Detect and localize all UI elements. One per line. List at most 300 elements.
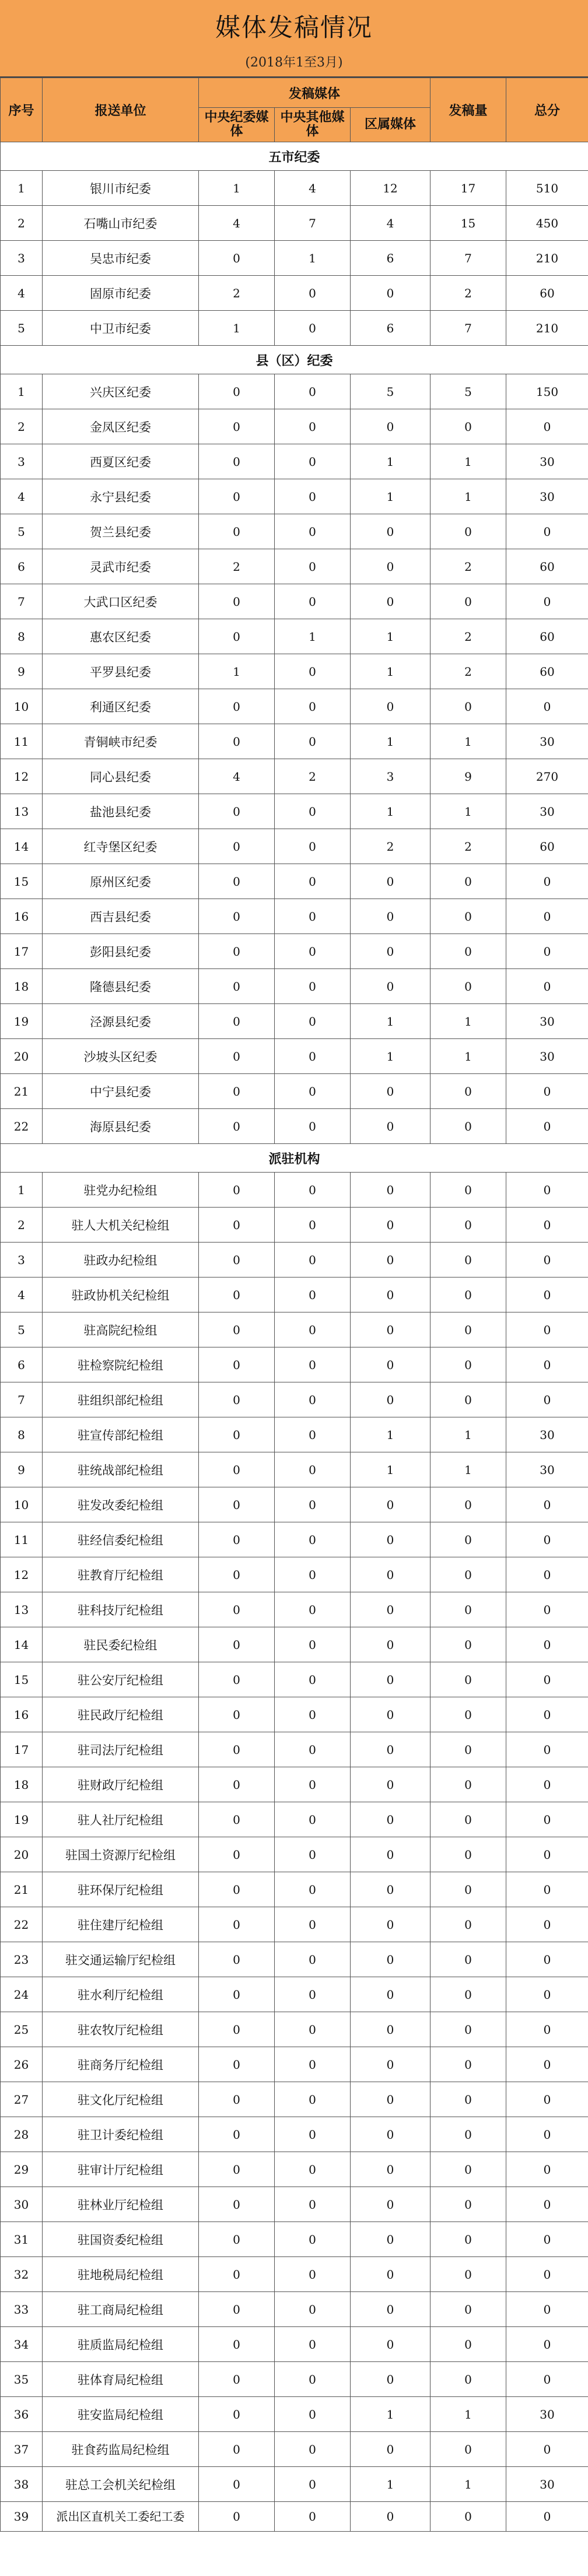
central-other-count: 2 xyxy=(275,759,351,794)
table-row xyxy=(1,794,588,829)
table-row xyxy=(1,1312,588,1347)
table-row xyxy=(1,619,588,654)
total-count: 0 xyxy=(430,1382,506,1417)
unit-name: 驻政办纪检组 xyxy=(43,1243,199,1278)
row-number: 6 xyxy=(1,1347,43,1382)
row-number: 6 xyxy=(1,549,43,584)
media-table xyxy=(0,78,588,2532)
unit-name: 驻地税局纪检组 xyxy=(43,2257,199,2292)
table-row xyxy=(1,969,588,1004)
col-header-no: 序号 xyxy=(1,78,43,142)
row-number: 9 xyxy=(1,654,43,689)
central-jiwei-count: 0 xyxy=(199,689,275,724)
table-row xyxy=(1,1208,588,1243)
unit-name: 驻国资委纪检组 xyxy=(43,2222,199,2257)
central-other-count: 0 xyxy=(275,1109,351,1144)
central-other-count: 0 xyxy=(275,2047,351,2082)
central-other-count: 0 xyxy=(275,276,351,311)
table-row xyxy=(1,2082,588,2117)
total-score: 60 xyxy=(506,829,588,864)
regional-count: 0 xyxy=(351,1243,430,1278)
regional-count: 0 xyxy=(351,584,430,619)
regional-count: 0 xyxy=(351,2327,430,2362)
central-other-count: 0 xyxy=(275,444,351,479)
regional-count: 4 xyxy=(351,206,430,241)
regional-count: 1 xyxy=(351,444,430,479)
unit-name: 原州区纪委 xyxy=(43,864,199,899)
table-row xyxy=(1,1109,588,1144)
central-jiwei-count: 0 xyxy=(199,1312,275,1347)
row-number: 7 xyxy=(1,1382,43,1417)
central-jiwei-count: 0 xyxy=(199,2397,275,2432)
section-header-row xyxy=(1,1144,588,1173)
total-count: 1 xyxy=(430,479,506,514)
total-score: 60 xyxy=(506,549,588,584)
total-score: 510 xyxy=(506,171,588,206)
total-count: 0 xyxy=(430,2257,506,2292)
regional-count: 0 xyxy=(351,2362,430,2397)
total-count: 0 xyxy=(430,2082,506,2117)
row-number: 18 xyxy=(1,969,43,1004)
central-other-count: 0 xyxy=(275,2187,351,2222)
row-number: 8 xyxy=(1,619,43,654)
central-jiwei-count: 0 xyxy=(199,2117,275,2152)
unit-name: 贺兰县纪委 xyxy=(43,514,199,549)
table-row xyxy=(1,1452,588,1487)
total-score: 30 xyxy=(506,1004,588,1039)
central-jiwei-count: 0 xyxy=(199,1109,275,1144)
total-count: 17 xyxy=(430,171,506,206)
total-score: 0 xyxy=(506,1592,588,1627)
table-row xyxy=(1,2327,588,2362)
unit-name: 驻林业厅纪检组 xyxy=(43,2187,199,2222)
table-row xyxy=(1,2257,588,2292)
regional-count: 0 xyxy=(351,1382,430,1417)
central-jiwei-count: 2 xyxy=(199,549,275,584)
central-other-count: 0 xyxy=(275,1697,351,1732)
col-header-score: 总分 xyxy=(506,78,588,142)
unit-name: 驻宣传部纪检组 xyxy=(43,1417,199,1452)
row-number: 36 xyxy=(1,2397,43,2432)
regional-count: 0 xyxy=(351,1347,430,1382)
central-jiwei-count: 0 xyxy=(199,1732,275,1767)
unit-name: 兴庆区纪委 xyxy=(43,374,199,409)
total-count: 1 xyxy=(430,724,506,759)
regional-count: 0 xyxy=(351,934,430,969)
central-jiwei-count: 0 xyxy=(199,1627,275,1662)
total-score: 0 xyxy=(506,1942,588,1977)
table-row xyxy=(1,1382,588,1417)
central-jiwei-count: 0 xyxy=(199,1173,275,1208)
regional-count: 12 xyxy=(351,171,430,206)
central-jiwei-count: 0 xyxy=(199,241,275,276)
unit-name: 驻国土资源厅纪检组 xyxy=(43,1837,199,1872)
regional-count: 1 xyxy=(351,1039,430,1074)
central-jiwei-count: 0 xyxy=(199,1697,275,1732)
table-row xyxy=(1,1627,588,1662)
unit-name: 利通区纪委 xyxy=(43,689,199,724)
row-number: 14 xyxy=(1,829,43,864)
central-jiwei-count: 0 xyxy=(199,1243,275,1278)
row-number: 17 xyxy=(1,1732,43,1767)
regional-count: 3 xyxy=(351,759,430,794)
total-score: 210 xyxy=(506,241,588,276)
regional-count: 0 xyxy=(351,969,430,1004)
unit-name: 驻工商局纪检组 xyxy=(43,2292,199,2327)
unit-name: 彭阳县纪委 xyxy=(43,934,199,969)
row-number: 10 xyxy=(1,1487,43,1522)
central-jiwei-count: 0 xyxy=(199,969,275,1004)
regional-count: 0 xyxy=(351,2152,430,2187)
central-other-count: 0 xyxy=(275,1074,351,1109)
row-number: 19 xyxy=(1,1004,43,1039)
row-number: 15 xyxy=(1,1662,43,1697)
table-row xyxy=(1,444,588,479)
regional-count: 0 xyxy=(351,1208,430,1243)
regional-count: 0 xyxy=(351,514,430,549)
total-count: 0 xyxy=(430,1942,506,1977)
total-count: 0 xyxy=(430,2117,506,2152)
table-row xyxy=(1,1173,588,1208)
unit-name: 驻发改委纪检组 xyxy=(43,1487,199,1522)
regional-count: 0 xyxy=(351,1592,430,1627)
regional-count: 0 xyxy=(351,1907,430,1942)
regional-count: 2 xyxy=(351,829,430,864)
total-score: 0 xyxy=(506,2292,588,2327)
total-score: 0 xyxy=(506,2222,588,2257)
total-count: 1 xyxy=(430,1417,506,1452)
table-row xyxy=(1,2117,588,2152)
table-row xyxy=(1,241,588,276)
total-count: 0 xyxy=(430,2292,506,2327)
unit-name: 驻民委纪检组 xyxy=(43,1627,199,1662)
total-count: 0 xyxy=(430,1697,506,1732)
central-jiwei-count: 0 xyxy=(199,1487,275,1522)
col-header-central-jiwei: 中央纪委媒体 xyxy=(199,108,275,142)
total-score: 30 xyxy=(506,1417,588,1452)
total-count: 0 xyxy=(430,1347,506,1382)
total-count: 0 xyxy=(430,934,506,969)
title-banner xyxy=(0,0,588,78)
table-row xyxy=(1,1487,588,1522)
regional-count: 0 xyxy=(351,1312,430,1347)
unit-name: 驻文化厅纪检组 xyxy=(43,2082,199,2117)
central-other-count: 0 xyxy=(275,374,351,409)
row-number: 39 xyxy=(1,2502,43,2532)
header-row-1 xyxy=(1,78,588,108)
regional-count: 0 xyxy=(351,1662,430,1697)
table-row xyxy=(1,206,588,241)
central-other-count: 0 xyxy=(275,1977,351,2012)
table-row xyxy=(1,1872,588,1907)
total-score: 0 xyxy=(506,514,588,549)
unit-name: 大武口区纪委 xyxy=(43,584,199,619)
unit-name: 吴忠市纪委 xyxy=(43,241,199,276)
central-other-count: 0 xyxy=(275,689,351,724)
table-row xyxy=(1,1039,588,1074)
total-count: 0 xyxy=(430,1312,506,1347)
table-row xyxy=(1,2432,588,2467)
regional-count: 1 xyxy=(351,619,430,654)
unit-name: 驻检察院纪检组 xyxy=(43,1347,199,1382)
central-other-count: 0 xyxy=(275,514,351,549)
total-score: 0 xyxy=(506,899,588,934)
total-score: 0 xyxy=(506,1347,588,1382)
central-other-count: 0 xyxy=(275,2467,351,2502)
total-score: 0 xyxy=(506,1872,588,1907)
central-jiwei-count: 0 xyxy=(199,1039,275,1074)
row-number: 10 xyxy=(1,689,43,724)
unit-name: 中卫市纪委 xyxy=(43,311,199,346)
total-score: 0 xyxy=(506,2117,588,2152)
total-score: 60 xyxy=(506,276,588,311)
row-number: 21 xyxy=(1,1872,43,1907)
total-score: 0 xyxy=(506,1487,588,1522)
total-count: 0 xyxy=(430,2327,506,2362)
table-row xyxy=(1,514,588,549)
unit-name: 派出区直机关工委纪工委 xyxy=(43,2502,199,2532)
central-jiwei-count: 1 xyxy=(199,311,275,346)
total-score: 270 xyxy=(506,759,588,794)
central-jiwei-count: 0 xyxy=(199,2187,275,2222)
central-other-count: 0 xyxy=(275,1278,351,1312)
row-number: 3 xyxy=(1,1243,43,1278)
total-score: 30 xyxy=(506,444,588,479)
total-score: 0 xyxy=(506,689,588,724)
total-count: 0 xyxy=(430,1487,506,1522)
unit-name: 驻卫计委纪检组 xyxy=(43,2117,199,2152)
total-count: 0 xyxy=(430,514,506,549)
central-other-count: 0 xyxy=(275,1522,351,1557)
unit-name: 西吉县纪委 xyxy=(43,899,199,934)
central-jiwei-count: 0 xyxy=(199,479,275,514)
central-jiwei-count: 0 xyxy=(199,899,275,934)
central-jiwei-count: 0 xyxy=(199,1347,275,1382)
total-count: 0 xyxy=(430,864,506,899)
table-row xyxy=(1,829,588,864)
central-other-count: 0 xyxy=(275,1662,351,1697)
total-score: 0 xyxy=(506,934,588,969)
unit-name: 驻商务厅纪检组 xyxy=(43,2047,199,2082)
total-count: 15 xyxy=(430,206,506,241)
central-other-count: 0 xyxy=(275,1802,351,1837)
col-header-unit: 报送单位 xyxy=(43,78,199,142)
table-row xyxy=(1,1592,588,1627)
row-number: 17 xyxy=(1,934,43,969)
central-jiwei-count: 0 xyxy=(199,1417,275,1452)
section-title: 县（区）纪委 xyxy=(1,346,588,374)
total-score: 0 xyxy=(506,1907,588,1942)
total-score: 30 xyxy=(506,2397,588,2432)
central-other-count: 0 xyxy=(275,584,351,619)
regional-count: 0 xyxy=(351,1487,430,1522)
total-count: 0 xyxy=(430,2432,506,2467)
unit-name: 红寺堡区纪委 xyxy=(43,829,199,864)
regional-count: 0 xyxy=(351,1074,430,1109)
total-count: 0 xyxy=(430,584,506,619)
central-other-count: 0 xyxy=(275,2397,351,2432)
central-jiwei-count: 0 xyxy=(199,1278,275,1312)
total-count: 0 xyxy=(430,2222,506,2257)
total-score: 0 xyxy=(506,1208,588,1243)
central-jiwei-count: 0 xyxy=(199,2047,275,2082)
table-row xyxy=(1,2152,588,2187)
table-row xyxy=(1,1522,588,1557)
total-score: 30 xyxy=(506,724,588,759)
central-other-count: 0 xyxy=(275,1173,351,1208)
total-count: 2 xyxy=(430,829,506,864)
total-count: 1 xyxy=(430,1452,506,1487)
table-row xyxy=(1,1837,588,1872)
table-row xyxy=(1,864,588,899)
unit-name: 同心县纪委 xyxy=(43,759,199,794)
central-other-count: 0 xyxy=(275,2292,351,2327)
total-score: 0 xyxy=(506,1627,588,1662)
total-score: 0 xyxy=(506,1109,588,1144)
central-other-count: 0 xyxy=(275,1557,351,1592)
row-number: 9 xyxy=(1,1452,43,1487)
central-jiwei-count: 0 xyxy=(199,2257,275,2292)
central-other-count: 0 xyxy=(275,409,351,444)
table-row xyxy=(1,1004,588,1039)
central-jiwei-count: 0 xyxy=(199,724,275,759)
total-score: 0 xyxy=(506,2432,588,2467)
regional-count: 0 xyxy=(351,276,430,311)
row-number: 1 xyxy=(1,374,43,409)
row-number: 3 xyxy=(1,241,43,276)
regional-count: 0 xyxy=(351,1109,430,1144)
row-number: 33 xyxy=(1,2292,43,2327)
table-row xyxy=(1,1417,588,1452)
unit-name: 驻交通运输厅纪检组 xyxy=(43,1942,199,1977)
total-count: 5 xyxy=(430,374,506,409)
central-jiwei-count: 0 xyxy=(199,864,275,899)
regional-count: 0 xyxy=(351,2012,430,2047)
central-other-count: 0 xyxy=(275,864,351,899)
unit-name: 泾源县纪委 xyxy=(43,1004,199,1039)
table-row xyxy=(1,1767,588,1802)
central-other-count: 0 xyxy=(275,1767,351,1802)
central-jiwei-count: 0 xyxy=(199,1004,275,1039)
total-count: 0 xyxy=(430,1592,506,1627)
table-row xyxy=(1,276,588,311)
total-score: 0 xyxy=(506,1173,588,1208)
regional-count: 1 xyxy=(351,724,430,759)
table-row xyxy=(1,1942,588,1977)
row-number: 5 xyxy=(1,311,43,346)
total-count: 0 xyxy=(430,689,506,724)
central-jiwei-count: 0 xyxy=(199,584,275,619)
central-jiwei-count: 0 xyxy=(199,2432,275,2467)
table-row xyxy=(1,1977,588,2012)
central-other-count: 0 xyxy=(275,1243,351,1278)
table-row xyxy=(1,1243,588,1278)
unit-name: 驻人社厅纪检组 xyxy=(43,1802,199,1837)
row-number: 19 xyxy=(1,1802,43,1837)
unit-name: 驻审计厅纪检组 xyxy=(43,2152,199,2187)
total-score: 0 xyxy=(506,2082,588,2117)
central-other-count: 0 xyxy=(275,724,351,759)
section-header-row xyxy=(1,142,588,171)
regional-count: 0 xyxy=(351,1278,430,1312)
regional-count: 6 xyxy=(351,311,430,346)
table-row xyxy=(1,479,588,514)
table-row xyxy=(1,1347,588,1382)
row-number: 5 xyxy=(1,1312,43,1347)
total-score: 0 xyxy=(506,409,588,444)
total-score: 0 xyxy=(506,864,588,899)
total-score: 30 xyxy=(506,794,588,829)
central-jiwei-count: 0 xyxy=(199,1977,275,2012)
row-number: 3 xyxy=(1,444,43,479)
total-count: 0 xyxy=(430,1627,506,1662)
central-jiwei-count: 0 xyxy=(199,619,275,654)
row-number: 30 xyxy=(1,2187,43,2222)
regional-count: 6 xyxy=(351,241,430,276)
table-row xyxy=(1,1732,588,1767)
unit-name: 驻安监局纪检组 xyxy=(43,2397,199,2432)
total-count: 0 xyxy=(430,2152,506,2187)
central-jiwei-count: 0 xyxy=(199,1208,275,1243)
total-score: 0 xyxy=(506,1557,588,1592)
total-count: 0 xyxy=(430,1278,506,1312)
total-count: 2 xyxy=(430,619,506,654)
unit-name: 银川市纪委 xyxy=(43,171,199,206)
row-number: 4 xyxy=(1,1278,43,1312)
central-jiwei-count: 2 xyxy=(199,276,275,311)
unit-name: 灵武市纪委 xyxy=(43,549,199,584)
unit-name: 驻科技厅纪检组 xyxy=(43,1592,199,1627)
regional-count: 0 xyxy=(351,899,430,934)
total-score: 0 xyxy=(506,1767,588,1802)
central-other-count: 0 xyxy=(275,2502,351,2532)
total-count: 0 xyxy=(430,1074,506,1109)
central-other-count: 0 xyxy=(275,1732,351,1767)
central-other-count: 0 xyxy=(275,2117,351,2152)
unit-name: 金凤区纪委 xyxy=(43,409,199,444)
central-other-count: 0 xyxy=(275,934,351,969)
section-title: 五市纪委 xyxy=(1,142,588,171)
total-score: 150 xyxy=(506,374,588,409)
row-number: 11 xyxy=(1,1522,43,1557)
table-row xyxy=(1,171,588,206)
unit-name: 平罗县纪委 xyxy=(43,654,199,689)
central-jiwei-count: 0 xyxy=(199,1837,275,1872)
central-other-count: 0 xyxy=(275,1312,351,1347)
regional-count: 0 xyxy=(351,1627,430,1662)
row-number: 32 xyxy=(1,2257,43,2292)
unit-name: 驻高院纪检组 xyxy=(43,1312,199,1347)
unit-name: 青铜峡市纪委 xyxy=(43,724,199,759)
total-count: 1 xyxy=(430,1039,506,1074)
regional-count: 0 xyxy=(351,1802,430,1837)
total-count: 0 xyxy=(430,1173,506,1208)
regional-count: 0 xyxy=(351,1522,430,1557)
total-score: 30 xyxy=(506,1452,588,1487)
central-other-count: 0 xyxy=(275,829,351,864)
unit-name: 固原市纪委 xyxy=(43,276,199,311)
regional-count: 0 xyxy=(351,1837,430,1872)
col-header-count: 发稿量 xyxy=(430,78,506,142)
unit-name: 驻司法厅纪检组 xyxy=(43,1732,199,1767)
total-count: 0 xyxy=(430,969,506,1004)
total-score: 0 xyxy=(506,969,588,1004)
regional-count: 0 xyxy=(351,2432,430,2467)
central-other-count: 0 xyxy=(275,2432,351,2467)
regional-count: 1 xyxy=(351,2397,430,2432)
total-count: 0 xyxy=(430,1872,506,1907)
total-score: 60 xyxy=(506,654,588,689)
